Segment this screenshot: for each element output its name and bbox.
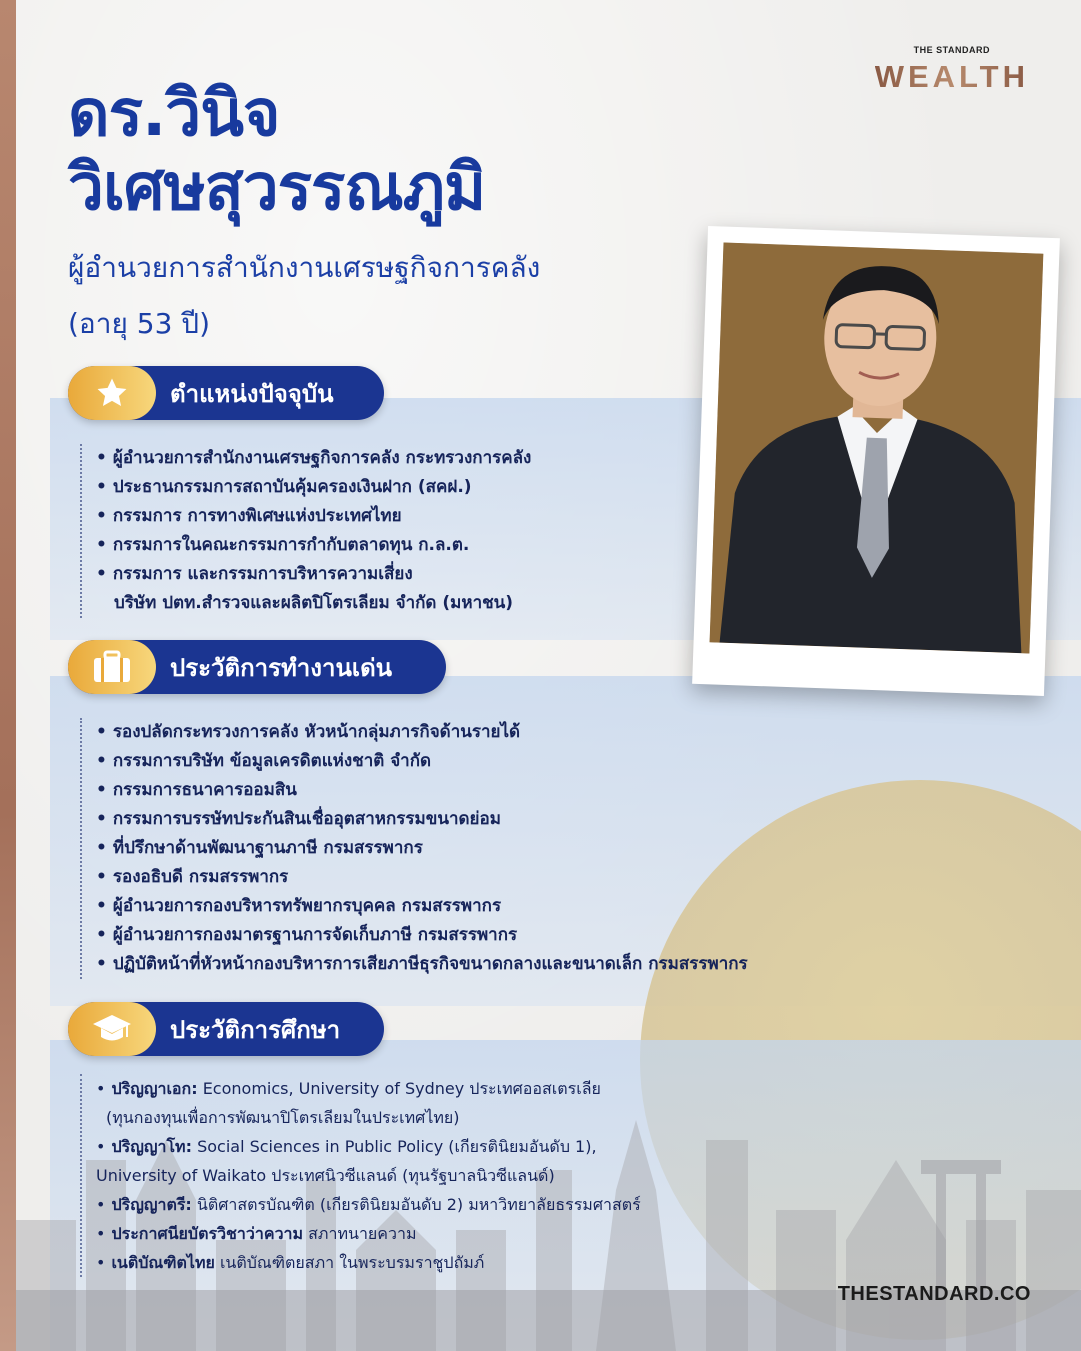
section-title-education: ประวัติการศึกษา [170, 1015, 341, 1044]
list-item: • กรรมการธนาคารออมสิน [96, 780, 297, 800]
section-icon-badge [68, 640, 156, 694]
graduation-cap-icon [92, 1013, 132, 1045]
list-item: • กรรมการในคณะกรรมการกำกับตลาดทุน ก.ล.ต. [96, 535, 470, 555]
left-accent-strip [0, 0, 16, 1351]
person-name-line2: วิเศษสุวรรณภูมิ [68, 151, 486, 225]
portrait-photo-frame [692, 226, 1060, 696]
list-item: • ปริญญาเอก: Economics, University of Sydney ประเทศออสเตรเลีย (ทุนกองทุนเพื่อการพัฒนาปิโตรเลียมในประเทศไทย) [96, 1079, 601, 1127]
person-age: (อายุ 53 ปี) [68, 307, 210, 340]
briefcase-icon [92, 650, 132, 684]
list-item: • ประธานกรรมการสถาบันคุ้มครองเงินฝาก (สคฝ.) [96, 477, 472, 497]
portrait-photo [710, 243, 1044, 654]
list-item: • รองอธิบดี กรมสรรพากร [96, 867, 289, 887]
person-name-line1: ดร.วินิจ [68, 77, 280, 151]
section-title-career: ประวัติการทำงานเด่น [170, 653, 393, 682]
list-item: • ปริญญาโท: Social Sciences in Public Policy (เกียรตินิยมอันดับ 1), University of Waikato ประเทศนิวซีแลนด์ (ทุนรัฐบาลนิวซีแลนด์) [96, 1137, 597, 1185]
footer-website[interactable]: THESTANDARD.CO [837, 1283, 1031, 1305]
career-list [80, 718, 920, 979]
section-icon-badge [68, 366, 156, 420]
section-icon-badge [68, 1002, 156, 1056]
section-title-current: ตำแหน่งปัจจุบัน [170, 379, 334, 408]
list-item: • ที่ปรึกษาด้านพัฒนาฐานภาษี กรมสรรพากร [96, 838, 423, 858]
section-header-current [68, 366, 384, 420]
current-positions-list [80, 444, 680, 618]
brand-logo [875, 46, 1029, 95]
list-item: • ปริญญาตรี: นิติศาสตรบัณฑิต (เกียรตินิยมอันดับ 2) มหาวิทยาลัยธรรมศาสตร์ [96, 1195, 641, 1214]
list-item: • กรรมการบริษัท ข้อมูลเครดิตแห่งชาติ จำกัด [96, 751, 432, 771]
list-item: • รองปลัดกระทรวงการคลัง หัวหน้ากลุ่มภารกิจด้านรายได้ [96, 722, 521, 742]
list-item: • ประกาศนียบัตรวิชาว่าความ สภาทนายความ [96, 1224, 417, 1243]
list-item: • กรรมการบรรษัทประกันสินเชื่ออุตสาหกรรมขนาดย่อม [96, 809, 501, 829]
list-item: • ผู้อำนวยการกองบริหารทรัพยากรบุคคล กรมสรรพากร [96, 896, 502, 916]
list-item: • กรรมการ และกรรมการบริหารความเสี่ยง บริษัท ปตท.สำรวจและผลิตปิโตรเลียม จำกัด (มหาชน) [96, 564, 514, 613]
star-icon [95, 376, 129, 410]
list-item: • ผู้อำนวยการกองมาตรฐานการจัดเก็บภาษี กรมสรรพากร [96, 925, 518, 945]
list-item: • ผู้อำนวยการสำนักงานเศรษฐกิจการคลัง กระทรวงการคลัง [96, 448, 532, 468]
person-role: ผู้อำนวยการสำนักงานเศรษฐกิจการคลัง [68, 251, 541, 284]
section-header-education [68, 1002, 384, 1056]
list-item: • กรรมการ การทางพิเศษแห่งประเทศไทย [96, 506, 402, 526]
list-item: • ปฏิบัติหน้าที่หัวหน้ากองบริหารการเสียภาษีธุรกิจขนาดกลางและขนาดเล็ก กรมสรรพากร [96, 954, 748, 974]
list-item: • เนติบัณฑิตไทย เนติบัณฑิตยสภา ในพระบรมราชูปถัมภ์ [96, 1253, 485, 1272]
brand-logo-small: THE STANDARD [913, 45, 991, 55]
section-header-career [68, 640, 446, 694]
education-list [80, 1074, 840, 1277]
brand-logo-wealth: WEALTH [874, 59, 1029, 94]
portrait-illustration [710, 243, 1044, 654]
